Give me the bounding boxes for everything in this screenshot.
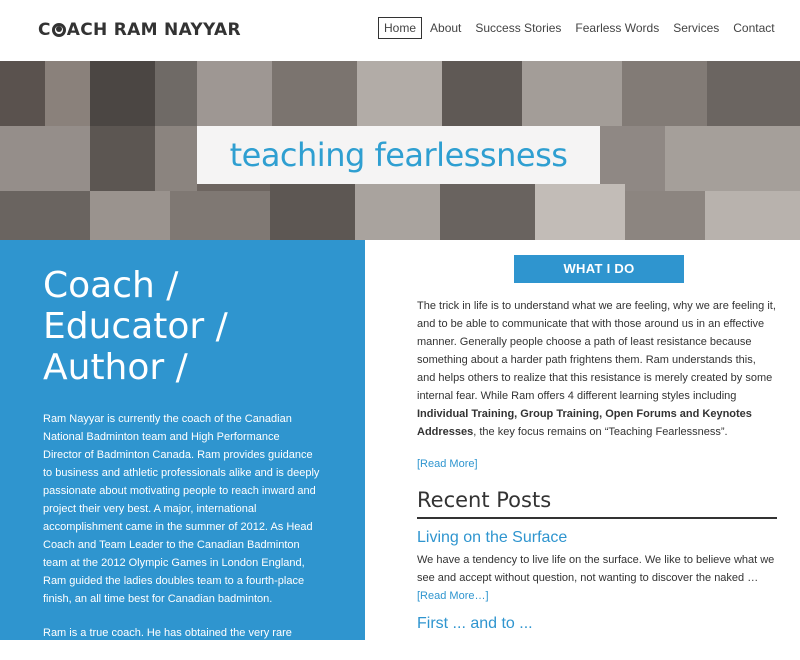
hero-title-line-2: Educator / (43, 306, 228, 347)
photo-tile (45, 61, 90, 126)
post-item (417, 615, 777, 633)
photo-tile (622, 61, 707, 126)
hero-banner (0, 61, 800, 240)
hero-intro-panel (0, 240, 365, 657)
photo-tile (197, 61, 272, 126)
photo-tile (270, 184, 355, 240)
bio (43, 410, 321, 660)
bio-paragraph-2: Ram is a true coach. He has obtained the very rare Level (43, 627, 292, 657)
what-i-do-button[interactable]: WHAT I DO (514, 255, 684, 283)
site-header (0, 0, 800, 61)
main-nav (378, 17, 783, 39)
photo-tile (170, 191, 270, 240)
post-title-link[interactable]: Living on the Surface (417, 529, 568, 546)
hero-title (43, 265, 321, 388)
logo-letter-c: C (38, 20, 51, 40)
photo-tile (440, 184, 535, 240)
photo-tile (535, 184, 625, 240)
nav-services[interactable]: Services (673, 21, 720, 35)
nav-contact[interactable]: Contact (733, 21, 775, 35)
post-item (417, 529, 777, 605)
tagline: teaching fearlessness (229, 136, 568, 174)
content-column (365, 240, 800, 640)
post-title-link[interactable]: First ... and to ... (417, 615, 533, 632)
photo-tile (625, 191, 705, 240)
photo-tile (665, 126, 800, 191)
photo-tile (707, 61, 800, 126)
photo-tile (522, 61, 622, 126)
read-more-link[interactable]: [Read More] (417, 458, 478, 470)
photo-tile (90, 61, 155, 126)
photo-tile (357, 61, 442, 126)
post-excerpt (417, 551, 777, 605)
intro-text-bold: Individual Training, Group Training, Open Forums and Keynotes Addresses (417, 408, 752, 438)
photo-tile (600, 126, 665, 191)
nav-home[interactable]: Home (378, 17, 422, 39)
photo-tile (272, 61, 357, 126)
photo-tile (155, 61, 197, 126)
post-read-more-link[interactable]: [Read More…] (417, 590, 489, 602)
photo-tile (0, 61, 45, 126)
tagline-box (197, 126, 600, 184)
photo-tile (0, 126, 90, 191)
site-logo[interactable] (38, 20, 241, 40)
intro-text-2: , the key focus remains on “Teaching Fearlessness”. (473, 426, 728, 438)
photo-tile (155, 126, 197, 191)
nav-success-stories[interactable]: Success Stories (475, 21, 562, 35)
what-i-do-text (417, 297, 777, 441)
photo-tile (442, 61, 522, 126)
photo-tile (90, 191, 170, 240)
photo-tile (355, 184, 440, 240)
hero-title-line-3: Author / (43, 347, 188, 388)
photo-tile (90, 126, 155, 191)
intro-text-1: The trick in life is to understand what we are feeling, why we are feeling it, and to be able to communicate that with those around us in an effective manner. Generally people choose a path of least resistance because something about a harder path frightens them. Ram understands this, and helps others to realize that this resistance is merely created by some internal fear. While Ram offers 4 different learning styles including (417, 300, 776, 402)
photo-tile (705, 191, 800, 240)
logo-o-mark (52, 23, 66, 37)
nav-fearless-words[interactable]: Fearless Words (575, 21, 660, 35)
recent-posts-heading: Recent Posts (417, 488, 777, 519)
photo-tile (0, 191, 90, 240)
logo-text: ACH RAM NAYYAR (66, 20, 241, 40)
post-excerpt-text: We have a tendency to live life on the surface. We like to believe what we see and accept without question, not wanting to discover the naked … (417, 554, 775, 584)
bio-paragraph-1: Ram Nayyar is currently the coach of the Canadian National Badminton team and High Performance Director of Badminton Canada. Ram provides guidance to business and athletic professionals alike and is deeply passionate about motivating people to reach inward and project their very best. A major, international accomplishment came in the summer of 2012. As Head Coach and Team Leader to the Canadian Badminton team at the 2012 Olympic Games in London England, Ram guided the ladies doubles team to a fourth-place finish, an all time best for Canadian badminton. (43, 413, 320, 605)
nav-about[interactable]: About (430, 21, 462, 35)
hero-title-line-1: Coach / (43, 265, 179, 306)
